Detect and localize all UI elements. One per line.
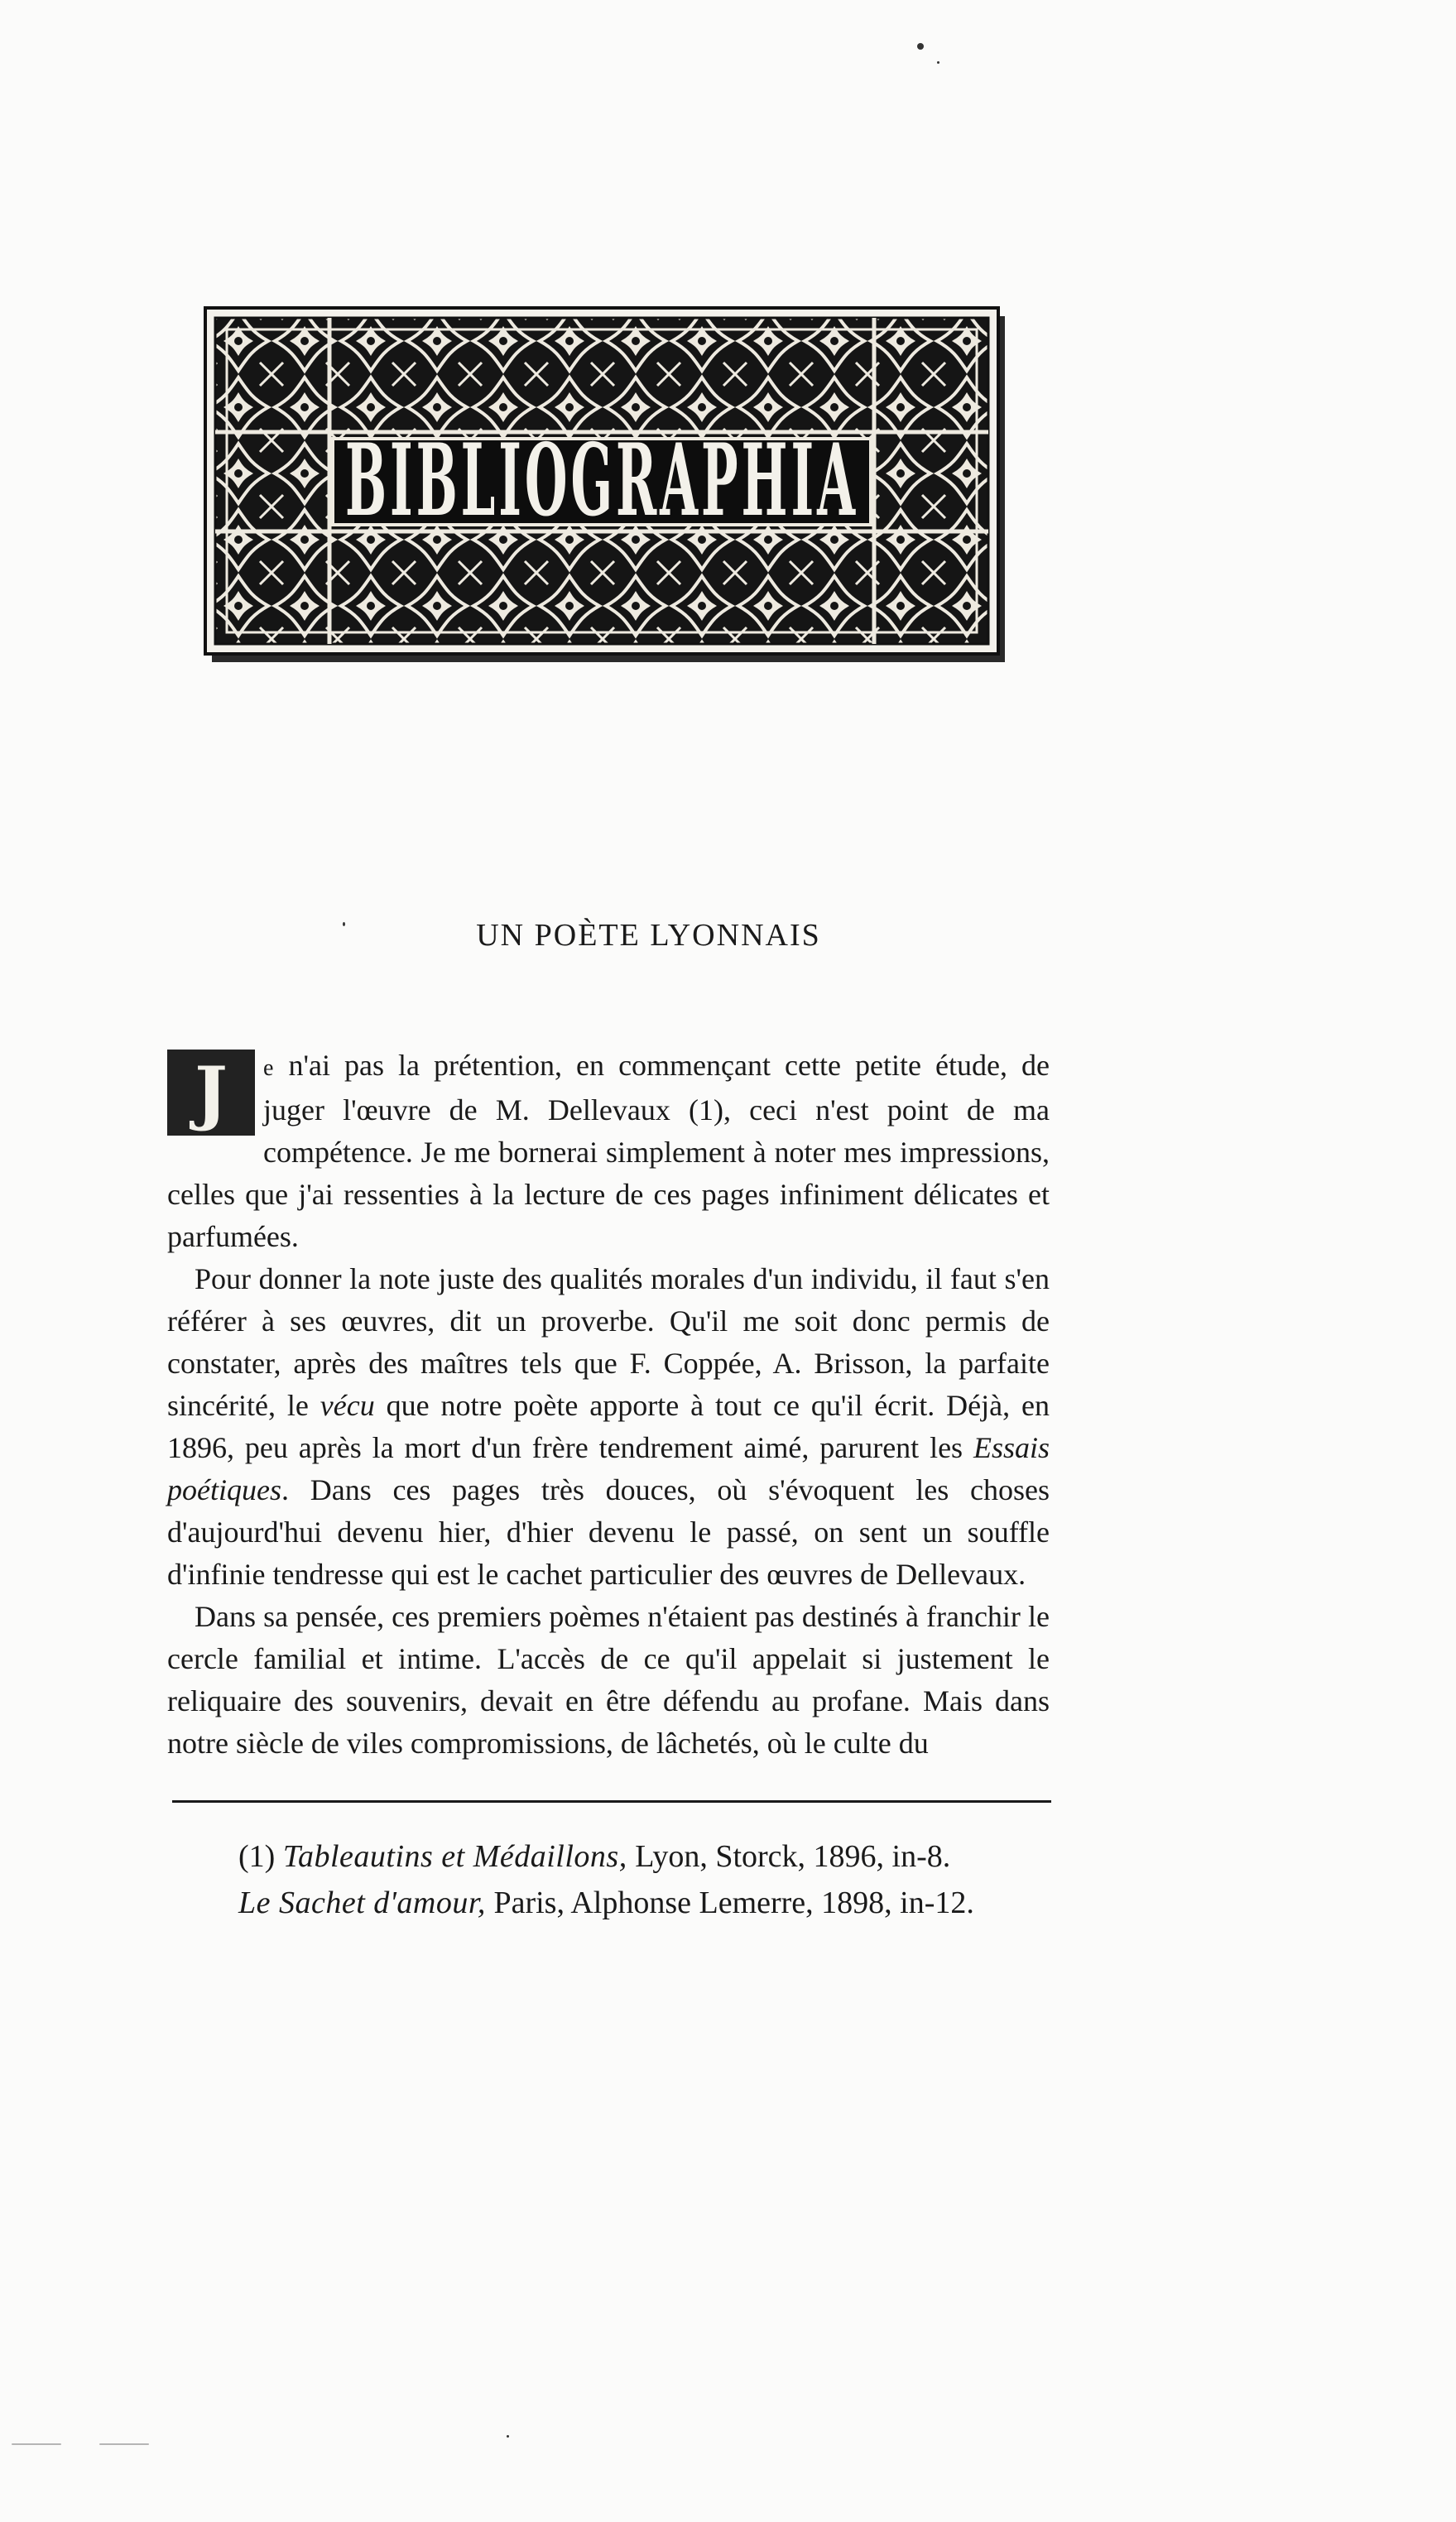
footnote-2 [238, 1880, 1066, 1926]
emphasis-vecu: vécu [320, 1389, 375, 1422]
footnote-details: Paris, Alphonse Lemerre, 1898, in-12. [485, 1885, 974, 1920]
paragraph-2-text-a: Pour donner la note juste des qualités morales d'un individu, il faut s'en référer à ses œuvres, dit un proverbe. Qu'il me soit donc permis de constater, après des maîtres tels que F. Coppée, A. Brisson, la parfaite sincérité, le [167, 1262, 1050, 1422]
scan-speck [507, 2435, 509, 2438]
scan-speck [917, 43, 924, 50]
scan-speck [343, 922, 345, 926]
banner-title: BIBLIOGRAPHIA [345, 422, 858, 539]
paragraph-1 [167, 1045, 1050, 1258]
drop-cap-continuation: e [263, 1055, 275, 1081]
drop-cap-letter: J [167, 1050, 255, 1136]
footnote-divider [172, 1800, 1051, 1803]
paragraph-2-text-c: . Dans ces pages très douces, où s'évoquent les choses d'aujourd'hui devenu hier, d'hier devenu le passé, on sent un souffle d'infinie tendresse qui est le cachet particulier des œuvres de Dellevaux. [167, 1473, 1050, 1591]
footnote-marker: (1) [238, 1839, 283, 1874]
article-title [0, 917, 1456, 954]
paragraph-2 [167, 1258, 1050, 1596]
ornamental-banner-graphic [205, 308, 1010, 672]
footnote-1 [238, 1833, 1066, 1880]
footnote-title: Le Sachet d'amour, [238, 1885, 486, 1920]
footnote-title: Tableautins et Médaillons, [282, 1839, 627, 1874]
paragraph-2-text-b: que notre poète apporte à tout ce qu'il écrit. Déjà, en 1896, peu après la mort d'un frère tendrement aimé, parurent les [167, 1389, 1050, 1464]
paragraph-3 [167, 1596, 1050, 1765]
paragraph-3-text: Dans sa pensée, ces premiers poèmes n'étaient pas destinés à franchir le cercle familial et intime. L'accès de ce qu'il appelait si justement le reliquaire des souvenirs, devait en être défendu au profane. Mais dans notre siècle de viles compromissions, de lâchetés, où le culte du [167, 1600, 1050, 1760]
scan-speck [12, 2443, 61, 2445]
footnotes [238, 1833, 1066, 1926]
emphasis-essais-poetiques: Essais poétiques [167, 1431, 1050, 1506]
scan-speck [99, 2443, 149, 2445]
article-title-text: UN POÈTE LYONNAIS [476, 918, 821, 953]
paragraph-1-text: n'ai pas la prétention, en commençant cette petite étude, de juger l'œuvre de M. Dellevaux (1), ceci n'est point de ma compétence. Je me bornerai simplement à noter mes impressions, celles que j'ai ressenties à la lecture de ces pages infiniment délicates et parfumées. [167, 1049, 1050, 1253]
bibliographia-banner [205, 308, 1010, 672]
scan-speck [937, 61, 939, 64]
footnote-details: Lyon, Storck, 1896, in-8. [627, 1839, 951, 1874]
article-body [167, 1045, 1050, 1765]
